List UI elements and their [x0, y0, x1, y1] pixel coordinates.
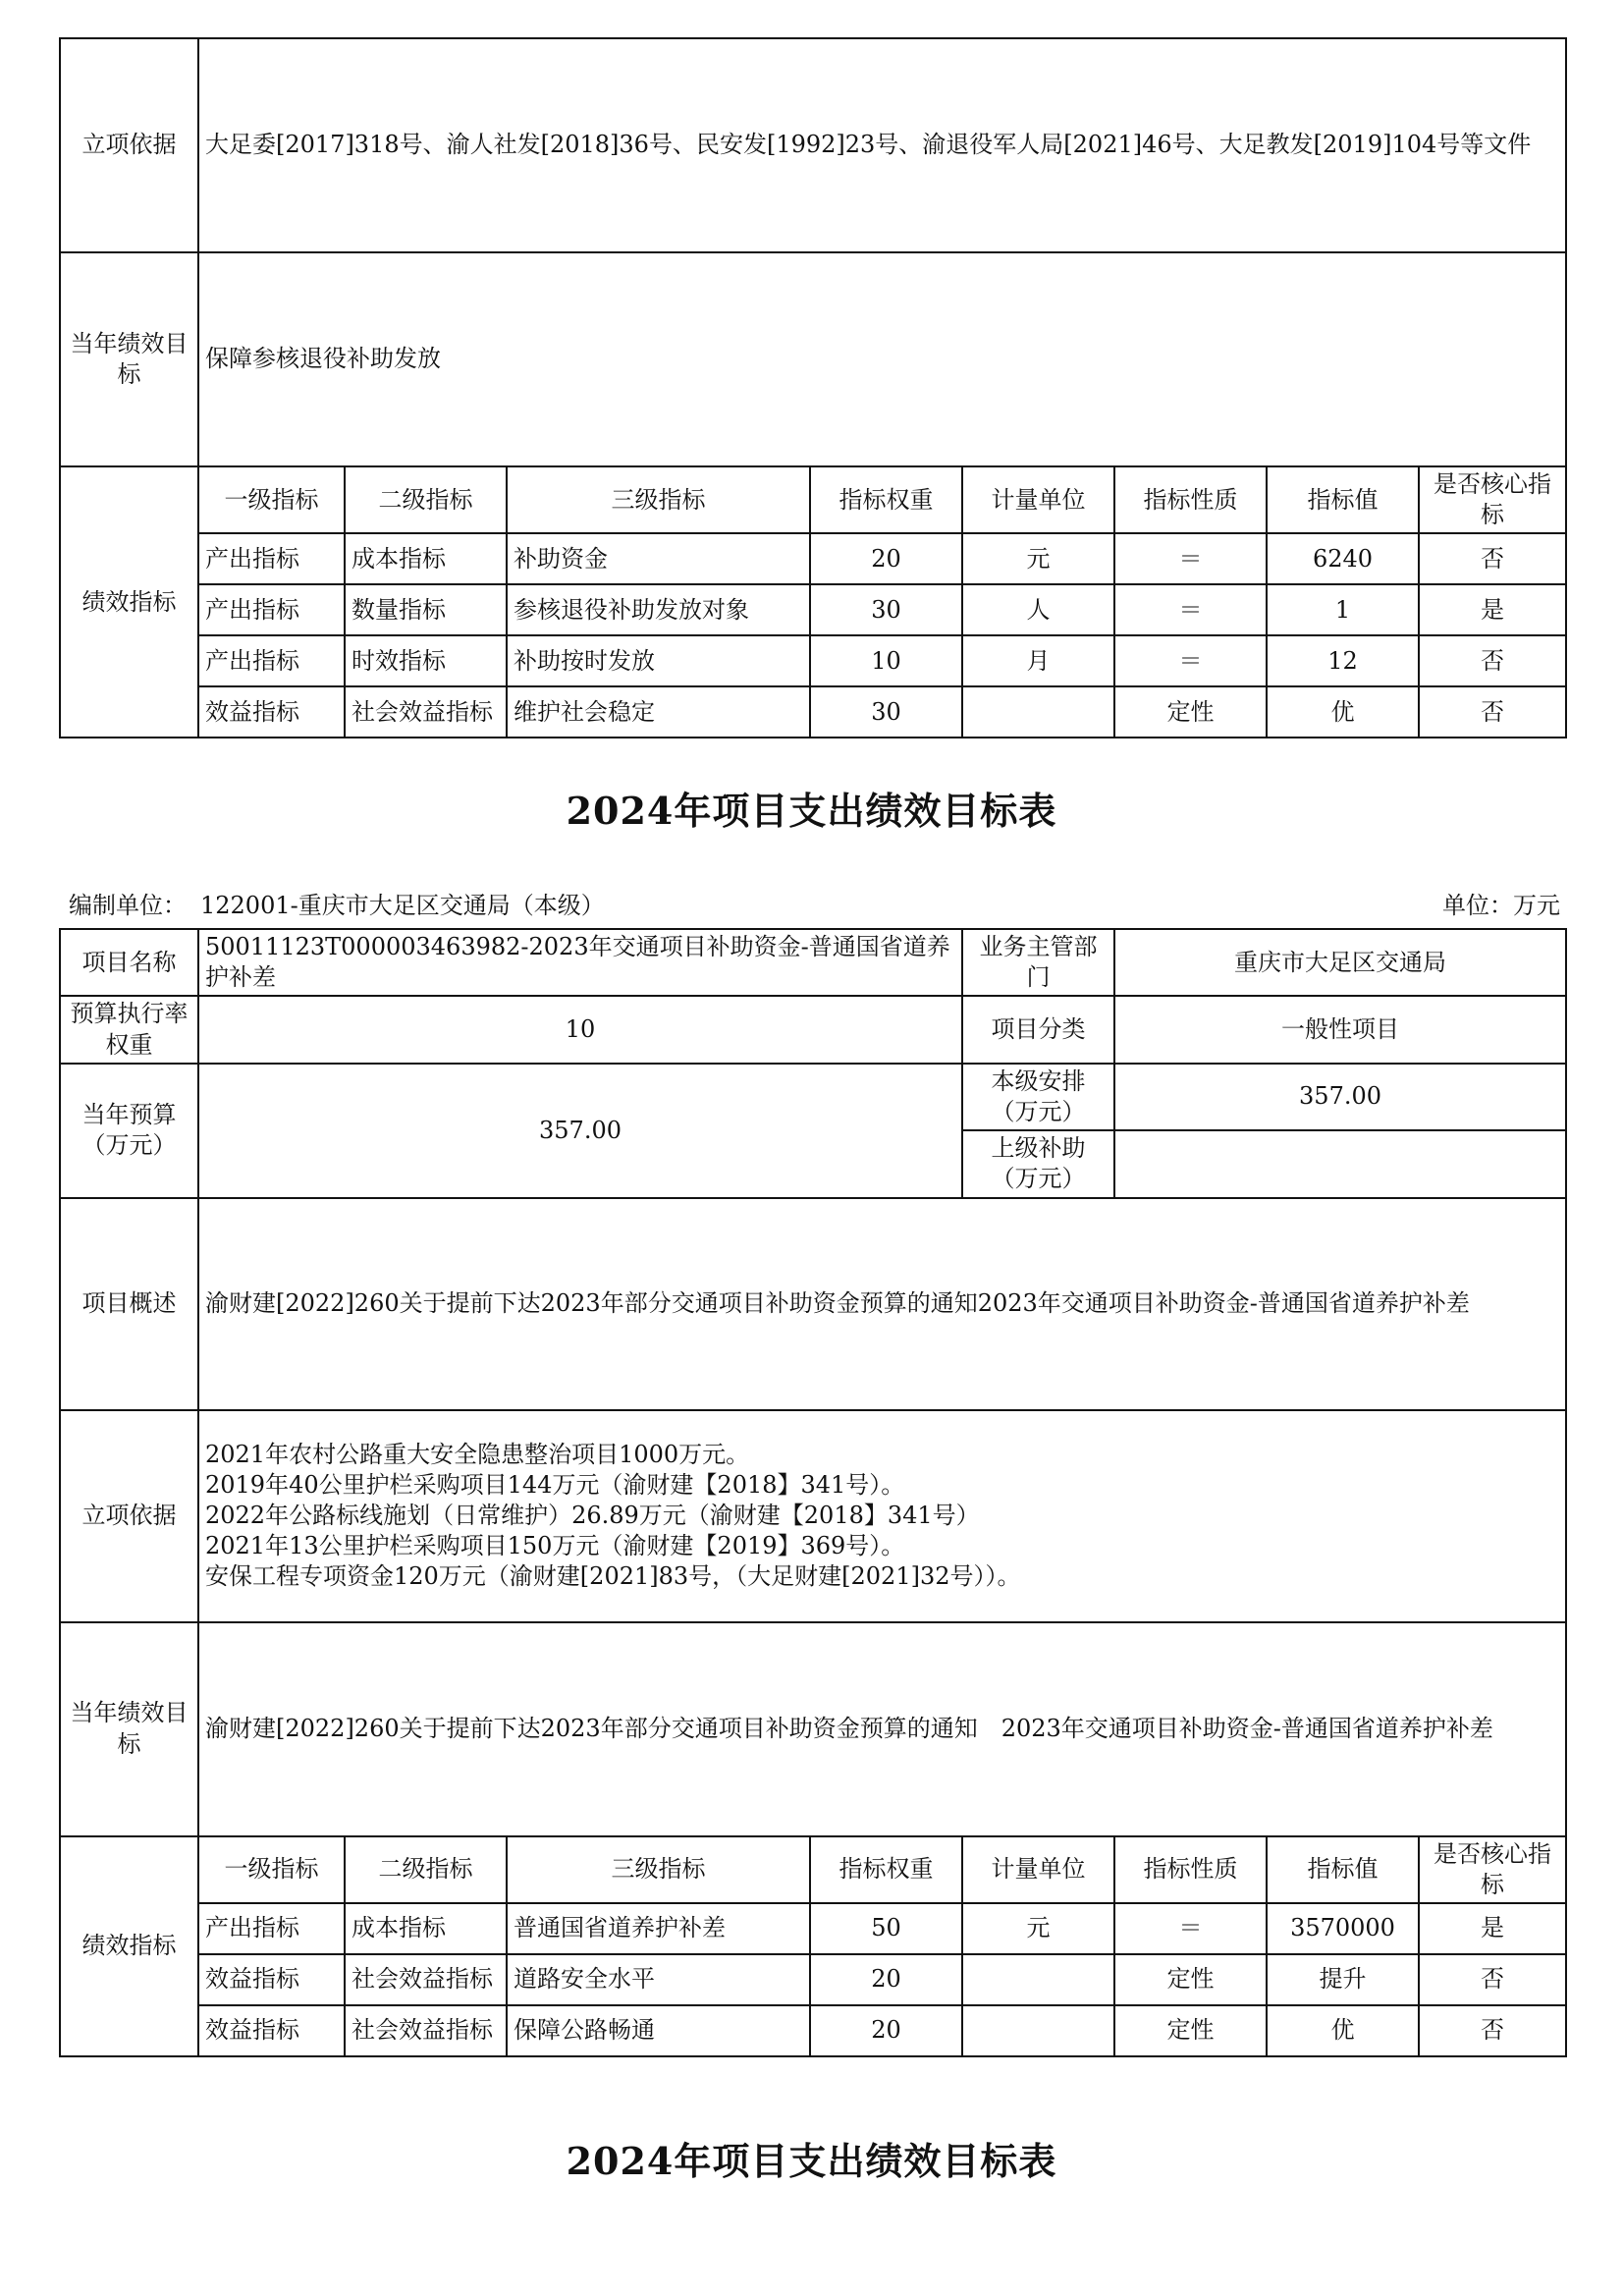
- cell-l1: 产出指标: [198, 1903, 345, 1954]
- indicators-label: 绩效指标: [60, 466, 198, 738]
- footer-title: 2024年项目支出绩效目标表: [566, 2139, 1057, 2183]
- cell-core: 是: [1419, 584, 1566, 635]
- section2-table: [59, 928, 1567, 2057]
- goal-text: 保障参核退役补助发放: [198, 252, 1566, 466]
- basis-text: 大足委[2017]318号、渝人社发[2018]36号、民安发[1992]23号、渝退役军人局[2021]46号、大足教发[2019]104号等文件: [198, 38, 1566, 252]
- header-core: 是否核心指标: [1419, 1836, 1566, 1903]
- overview-text: 渝财建[2022]260关于提前下达2023年部分交通项目补助资金预算的通知2023年交通项目补助资金-普通国省道养护补差: [198, 1198, 1566, 1410]
- basis-text: [198, 1410, 1566, 1622]
- project-name-value: 50011123T000003463982-2023年交通项目补助资金-普通国省道养护补差: [198, 929, 962, 996]
- category-value: 一般性项目: [1114, 996, 1566, 1063]
- header-core: 是否核心指标: [1419, 466, 1566, 533]
- cell-l1: 产出指标: [198, 584, 345, 635]
- basis-label: 立项依据: [60, 1410, 198, 1622]
- table-row: [60, 2005, 1566, 2056]
- table-row: [60, 533, 1566, 584]
- cell-l2: 成本指标: [345, 533, 507, 584]
- header-nature: 指标性质: [1114, 1836, 1267, 1903]
- cell-weight: 30: [810, 584, 962, 635]
- cell-l3: 维护社会稳定: [507, 686, 810, 738]
- org-line: [69, 886, 605, 920]
- local-value: 357.00: [1114, 1064, 1566, 1130]
- cell-l2: 社会效益指标: [345, 2005, 507, 2056]
- header-l3: 三级指标: [507, 466, 810, 533]
- cell-nature: ＝: [1114, 584, 1267, 635]
- cell-value: 12: [1267, 635, 1419, 686]
- cell-value: 优: [1267, 686, 1419, 738]
- cell-value: 优: [1267, 2005, 1419, 2056]
- cell-core: 否: [1419, 533, 1566, 584]
- cell-l1: 产出指标: [198, 533, 345, 584]
- goal-label: 当年绩效目标: [60, 252, 198, 466]
- cell-core: 否: [1419, 635, 1566, 686]
- indicators-label: 绩效指标: [60, 1836, 198, 2056]
- cell-value: 3570000: [1267, 1903, 1419, 1954]
- cell-l2: 时效指标: [345, 635, 507, 686]
- cell-value: 1: [1267, 584, 1419, 635]
- cell-unit: [962, 2005, 1114, 2056]
- cell-nature: 定性: [1114, 2005, 1267, 2056]
- overview-label: 项目概述: [60, 1198, 198, 1410]
- cell-l2: 社会效益指标: [345, 686, 507, 738]
- category-label: 项目分类: [962, 996, 1114, 1063]
- basis-line: 安保工程专项资金120万元（渝财建[2021]83号，（大足财建[2021]32号））。: [205, 1562, 1021, 1591]
- cell-value: 提升: [1267, 1954, 1419, 2005]
- header-l1: 一级指标: [198, 1836, 345, 1903]
- cell-unit: [962, 686, 1114, 738]
- cell-l1: 效益指标: [198, 2005, 345, 2056]
- cell-l2: 社会效益指标: [345, 1954, 507, 2005]
- cell-unit: [962, 1954, 1114, 2005]
- cell-nature: ＝: [1114, 635, 1267, 686]
- cell-unit: 元: [962, 533, 1114, 584]
- cell-l2: 数量指标: [345, 584, 507, 635]
- cell-l3: 道路安全水平: [507, 1954, 810, 2005]
- cell-unit: 元: [962, 1903, 1114, 1954]
- header-weight: 指标权重: [810, 466, 962, 533]
- cell-unit: 月: [962, 635, 1114, 686]
- header-l1: 一级指标: [198, 466, 345, 533]
- org-value: 122001-重庆市大足区交通局（本级）: [200, 892, 605, 919]
- cell-value: 6240: [1267, 533, 1419, 584]
- header-value: 指标值: [1267, 1836, 1419, 1903]
- budget-label: 当年预算（万元）: [60, 1064, 198, 1198]
- basis-line: 2021年13公里护栏采购项目150万元（渝财建【2019】369号）。: [205, 1532, 905, 1560]
- cell-nature: ＝: [1114, 1903, 1267, 1954]
- goal-label: 当年绩效目标: [60, 1622, 198, 1836]
- cell-l1: 效益指标: [198, 686, 345, 738]
- basis-line: 2019年40公里护栏采购项目144万元（渝财建【2018】341号）。: [205, 1470, 905, 1499]
- cell-weight: 50: [810, 1903, 962, 1954]
- cell-nature: 定性: [1114, 686, 1267, 738]
- cell-l3: 参核退役补助发放对象: [507, 584, 810, 635]
- cell-core: 否: [1419, 686, 1566, 738]
- cell-l2: 成本指标: [345, 1903, 507, 1954]
- section1-table: [59, 37, 1567, 738]
- table-row: [60, 686, 1566, 738]
- exec-rate-value: 10: [198, 996, 962, 1063]
- table-row: [60, 635, 1566, 686]
- cell-l3: 保障公路畅通: [507, 2005, 810, 2056]
- basis-line: 2022年公路标线施划（日常维护）26.89万元（渝财建【2018】341号）: [205, 1501, 980, 1529]
- cell-weight: 20: [810, 1954, 962, 2005]
- org-label: 编制单位：: [69, 892, 187, 919]
- project-name-label: 项目名称: [60, 929, 198, 996]
- cell-unit: 人: [962, 584, 1114, 635]
- basis-label: 立项依据: [60, 38, 198, 252]
- cell-core: 否: [1419, 1954, 1566, 2005]
- table-row: [60, 584, 1566, 635]
- cell-core: 是: [1419, 1903, 1566, 1954]
- cell-l1: 效益指标: [198, 1954, 345, 2005]
- table-row: [60, 1903, 1566, 1954]
- upper-label: 上级补助（万元）: [962, 1130, 1114, 1197]
- header-unit: 计量单位: [962, 466, 1114, 533]
- cell-l3: 普通国省道养护补差: [507, 1903, 810, 1954]
- cell-l3: 补助资金: [507, 533, 810, 584]
- dept-label: 业务主管部门: [962, 929, 1114, 996]
- header-nature: 指标性质: [1114, 466, 1267, 533]
- basis-line: 2021年农村公路重大安全隐患整治项目1000万元。: [205, 1440, 750, 1468]
- header-l3: 三级指标: [507, 1836, 810, 1903]
- dept-value: 重庆市大足区交通局: [1114, 929, 1566, 996]
- exec-rate-label: 预算执行率权重: [60, 996, 198, 1063]
- cell-weight: 10: [810, 635, 962, 686]
- cell-weight: 20: [810, 533, 962, 584]
- budget-value: 357.00: [198, 1064, 962, 1198]
- header-value: 指标值: [1267, 466, 1419, 533]
- table-row: [60, 1954, 1566, 2005]
- cell-nature: 定性: [1114, 1954, 1267, 2005]
- cell-weight: 20: [810, 2005, 962, 2056]
- header-l2: 二级指标: [345, 466, 507, 533]
- header-weight: 指标权重: [810, 1836, 962, 1903]
- header-l2: 二级指标: [345, 1836, 507, 1903]
- money-unit: 单位：万元: [1442, 892, 1560, 919]
- cell-l1: 产出指标: [198, 635, 345, 686]
- local-label: 本级安排（万元）: [962, 1064, 1114, 1130]
- cell-weight: 30: [810, 686, 962, 738]
- header-unit: 计量单位: [962, 1836, 1114, 1903]
- cell-nature: ＝: [1114, 533, 1267, 584]
- cell-l3: 补助按时发放: [507, 635, 810, 686]
- upper-value: [1114, 1130, 1566, 1197]
- goal-text: 渝财建[2022]260关于提前下达2023年部分交通项目补助资金预算的通知 2023年交通项目补助资金-普通国省道养护补差: [198, 1622, 1566, 1836]
- cell-core: 否: [1419, 2005, 1566, 2056]
- page-title: 2024年项目支出绩效目标表: [566, 789, 1057, 833]
